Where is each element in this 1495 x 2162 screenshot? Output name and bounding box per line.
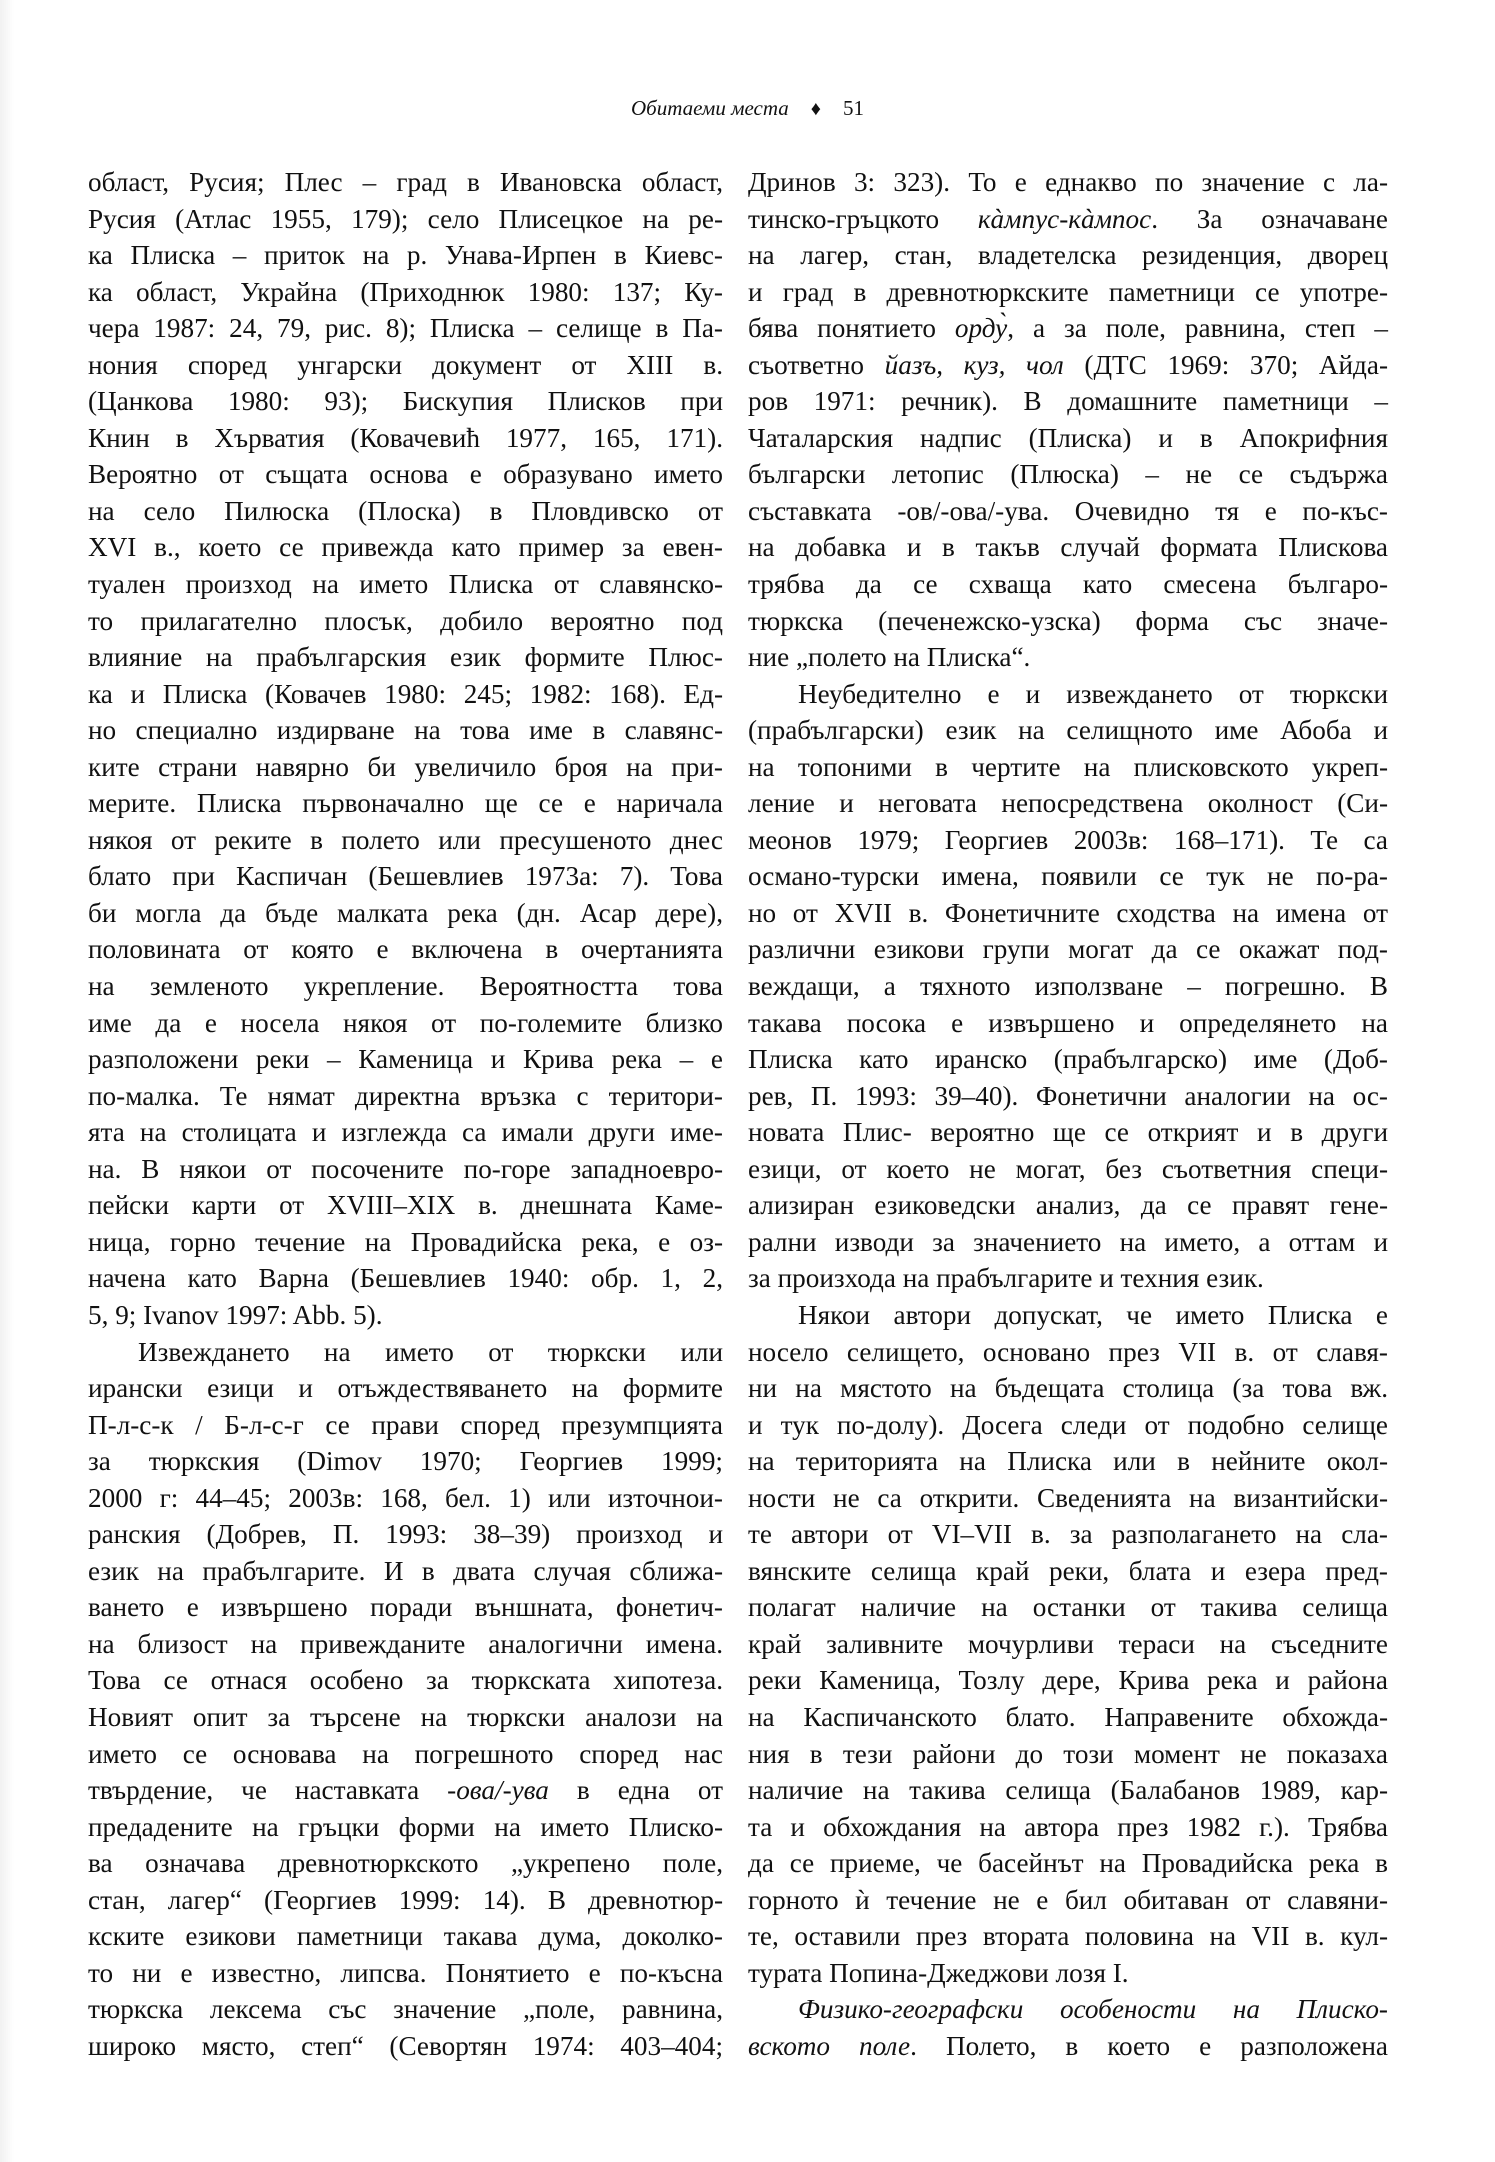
text-line (748, 310, 1388, 347)
text-line (88, 1772, 723, 1809)
text-line: такава посока е извършено и определянето на (748, 1007, 1388, 1038)
text-line: влияние на прабългарския език формите Плюс- (88, 642, 723, 673)
text-line: носело селището, основано през VII в. от славя- (748, 1336, 1388, 1367)
text-line: на Каспичанското блато. Направените обхожда- (748, 1701, 1388, 1732)
text-line: и град в древнотюркските паметници се употре- (748, 276, 1388, 307)
text-line: наличие на такива селища (Балабанов 1989, кар- (748, 1775, 1388, 1806)
text-line: пейски карти от XVIII–XIX в. днешната Каме- (88, 1190, 723, 1221)
text-line: ние „полето на Плиска“. (748, 642, 1031, 673)
text-line: език на прабългарите. И в двата случая сближа- (88, 1555, 723, 1586)
text-line: някоя от реките в полето или пресушеното днес (88, 824, 723, 855)
text-line: ва означава древнотюркското „укрепено поле, (88, 1848, 723, 1879)
text-line: начена като Варна (Бешевлиев 1940: обр. 1, 2, (88, 1263, 723, 1294)
text-line: на добавка и в такъв случай формата Плискова (748, 532, 1388, 563)
text-line: на лагер, стан, владетелска резиденция, дворец (748, 240, 1388, 271)
italic-term: йазъ, куз, чол (884, 349, 1064, 380)
text-line: област, Русия; Плес – град в Ивановска област, (88, 167, 723, 197)
section-heading-line (748, 1991, 1388, 2028)
text-line: Книн в Хърватия (Ковачевић 1977, 165, 171). (88, 422, 723, 453)
text-run: . За означаване (1151, 203, 1388, 234)
text-line: те, оставили през втората половина на VII в. кул- (748, 1921, 1388, 1952)
running-header (0, 94, 1495, 123)
text-line (748, 2028, 1388, 2065)
text-line: различни езикови групи могат да се окажат под- (748, 934, 1388, 965)
text-line: реки Каменица, Тозлу дере, Крива река и района (748, 1665, 1388, 1696)
paragraph-start-line: Някои автори допускат, че името Плиска е (798, 1299, 1388, 1330)
text-line: Чаталарския надпис (Плиска) и в Апокрифния (748, 422, 1388, 453)
italic-suffix-term: -ова/-ува (447, 1775, 549, 1806)
text-line: ването е извършено поради външната, фонетич- (88, 1592, 723, 1623)
text-run: бява понятието (748, 313, 955, 344)
text-line (748, 347, 1388, 384)
text-line: на топоними в чертите на плисковското укреп- (748, 751, 1388, 782)
text-line: ка Плиска – приток на р. Унава-Ирпен в Киевс- (88, 240, 723, 271)
text-line: то ни е известно, липсва. Понятието е по-късна (88, 1957, 723, 1988)
text-line: широко място, степ“ (Севортян 1974: 403–404; (88, 2030, 723, 2061)
text-line: на земленото укрепление. Вероятността това (88, 971, 723, 1002)
page-edge-shadow (0, 0, 14, 2162)
text-line: то прилагателно плосък, добило вероятно под (88, 605, 723, 636)
text-line: нония според унгарски документ от XIII в. (88, 349, 723, 380)
text-line (748, 201, 1388, 238)
text-run: тинско-гръцкото (748, 203, 978, 234)
right-column (748, 164, 1388, 2064)
text-line: новата Плис- вероятно ще се открият и в други (748, 1117, 1388, 1148)
left-column (88, 164, 723, 2064)
text-line: Новият опит за търсене на тюркски аналози на (88, 1701, 723, 1732)
text-line: но специално издирване на това име в славянс- (88, 715, 723, 746)
text-line: тюркска (печенежско-узска) форма със значе- (748, 605, 1388, 636)
text-line: чера 1987: 24, 79, рис. 8); Плиска – селище в Па- (88, 313, 723, 344)
text-line: на. В някои от посочените по-горе западноевро- (88, 1153, 723, 1184)
text-line: П-л-с-к / Б-л-с-г се прави според презумпцията (88, 1409, 723, 1440)
text-line: но от XVII в. Фонетичните сходства на имена от (748, 897, 1388, 928)
text-line: веждащи, а тяхното използване – погрешно. В (748, 971, 1388, 1002)
text-line: 5, 9; Ivanov 1997: Abb. 5). (88, 1299, 383, 1330)
text-line: турата Попина-Джеджови лозя I. (748, 1957, 1129, 1988)
text-line: по-малка. Те нямат директна връзка с територи- (88, 1080, 723, 1111)
text-line: 2000 г: 44–45; 2003в: 168, бел. 1) или източнои- (88, 1482, 723, 1513)
text-line: ности не са открити. Сведенията на византийски- (748, 1482, 1388, 1513)
text-line: ница, горно течение на Провадийска река, е оз- (88, 1226, 723, 1257)
text-line: те автори от VI–VII в. за разполагането на сла- (748, 1519, 1388, 1550)
text-run: (ДТС 1969: 370; Айда- (1063, 349, 1389, 380)
text-line: (прабългарски) език на селищното име Абоба и (748, 715, 1388, 746)
text-line: ров 1971: речник). В домашните паметници – (748, 386, 1388, 417)
text-line: ка област, Украйна (Приходнюк 1980: 137; Ку- (88, 276, 723, 307)
text-run: . Полето, в което е разположена (910, 2030, 1388, 2061)
text-line: езици, от което не могат, без съответния специ- (748, 1153, 1388, 1184)
text-line: трябва да се схваща като смесена българо- (748, 569, 1388, 600)
italic-term: орду̀ (954, 313, 1008, 344)
text-line: име да е носела някоя от по-големите близко (88, 1007, 723, 1038)
text-line: Вероятно от същата основа е образувано името (88, 459, 723, 490)
text-run: , а за поле, равнина, степ – (1007, 313, 1388, 344)
text-line: XVI в., което се привежда като пример за евен- (88, 532, 723, 563)
text-line: ята на столицата и изглежда са имали други име- (88, 1117, 723, 1148)
text-line: ките страни навярно би увеличило броя на при- (88, 751, 723, 782)
paragraph-start-line: Извеждането на името от тюркски или (138, 1336, 723, 1367)
text-line: ранския (Добрев, П. 1993: 38–39) произход и (88, 1519, 723, 1550)
text-line: на близост на привежданите аналогични имена. (88, 1628, 723, 1659)
paragraph-start-line: Неубедително е и извеждането от тюркски (798, 678, 1388, 709)
text-line: би могла да бъде малката река (дн. Асар дере), (88, 897, 723, 928)
text-line: меонов 1979; Георгиев 2003в: 168–171). Те са (748, 824, 1388, 855)
text-line: блато при Каспичан (Бешевлиев 1973а: 7). Това (88, 861, 723, 892)
text-run: в една от (548, 1775, 723, 1806)
text-line: (Цанкова 1980: 93); Бискупия Плисков при (88, 386, 723, 417)
text-line: разположени реки – Каменица и Крива река – е (88, 1044, 723, 1075)
text-line: на територията на Плиска или в нейните окол- (748, 1446, 1388, 1477)
text-line: за произхода на прабългарите и техния език. (748, 1263, 1264, 1294)
text-line: името се основава на погрешното според нас (88, 1738, 723, 1769)
section-heading-continued: вското поле (748, 2030, 911, 2061)
text-line: български летопис (Плюска) – не се съдържа (748, 459, 1388, 490)
text-line: рални изводи за значението на името, а оттам и (748, 1226, 1388, 1257)
text-line: край заливните мочурливи тераси на съседните (748, 1628, 1388, 1659)
diamond-separator-icon: ♦ (810, 98, 821, 120)
text-line: ление и неговата непосредствена околност (Си- (748, 788, 1388, 819)
text-line: Дринов 3: 323). То е еднакво по значение с ла- (748, 167, 1388, 197)
text-run: твърдение, че наставката (88, 1775, 448, 1806)
text-line: половината от която е включена в очертанията (88, 934, 723, 965)
text-line: рев, П. 1993: 39–40). Фонетични аналогии на ос- (748, 1080, 1388, 1111)
text-line: съставката -ов/-ова/-ува. Очевидно тя е по-къс- (748, 495, 1388, 526)
text-line: ния в тези райони до този момент не показаха (748, 1738, 1388, 1769)
text-line: мерите. Плиска първоначално ще се е наричала (88, 788, 723, 819)
text-line: Русия (Атлас 1955, 179); село Плисецкое на ре- (88, 203, 723, 234)
text-line: кските езикови паметници такава дума, доколко- (88, 1921, 723, 1952)
text-line: ирански езици и отъждествяването на формите (88, 1373, 723, 1404)
text-line: ни на мястото на бъдещата столица (за това вж. (748, 1373, 1388, 1404)
text-line: османо-турски имена, появили се тук не по-ра- (748, 861, 1388, 892)
text-line: вянските селища край реки, блата и езера пред- (748, 1555, 1388, 1586)
section-heading: Физико-географски особености на Плиско- (798, 1994, 1388, 2025)
text-line: ализиран езиковедски анализ, да се правят гене- (748, 1190, 1388, 1221)
text-line: та и обхождания на автора през 1982 г.). Трябва (748, 1811, 1388, 1842)
text-line: за тюркския (Dimov 1970; Георгиев 1999; (88, 1446, 723, 1477)
text-line: на село Пилюска (Плоска) в Пловдивско от (88, 495, 723, 526)
text-line: Плиска като иранско (прабългарско) име (Доб- (748, 1044, 1388, 1075)
text-line: ка и Плиска (Ковачев 1980: 245; 1982: 168). Ед- (88, 678, 723, 709)
page-number: 51 (843, 96, 864, 120)
italic-term: кàмпус-кàмпос (977, 203, 1152, 234)
text-line: предадените на гръцки форми на името Плиско- (88, 1811, 723, 1842)
text-line: тюркска лексема със значение „поле, равнина, (88, 1994, 723, 2025)
running-title: Обитаеми места (630, 96, 789, 120)
text-line: стан, лагер“ (Георгиев 1999: 14). В древнотюр- (88, 1884, 723, 1915)
text-run: съответно (748, 349, 885, 380)
text-line: да се приеме, че басейнът на Провадийска река в (748, 1848, 1388, 1879)
text-line: и тук по-долу). Досега следи от подобно селище (748, 1409, 1388, 1440)
text-line: полагат наличие на останки от такива селища (748, 1592, 1388, 1623)
text-line: Това се отнася особено за тюркската хипотеза. (88, 1665, 723, 1696)
text-line: туален произход на името Плиска от славянско- (88, 569, 723, 600)
text-line: горното ѝ течение не е бил обитаван от славяни- (748, 1884, 1388, 1915)
